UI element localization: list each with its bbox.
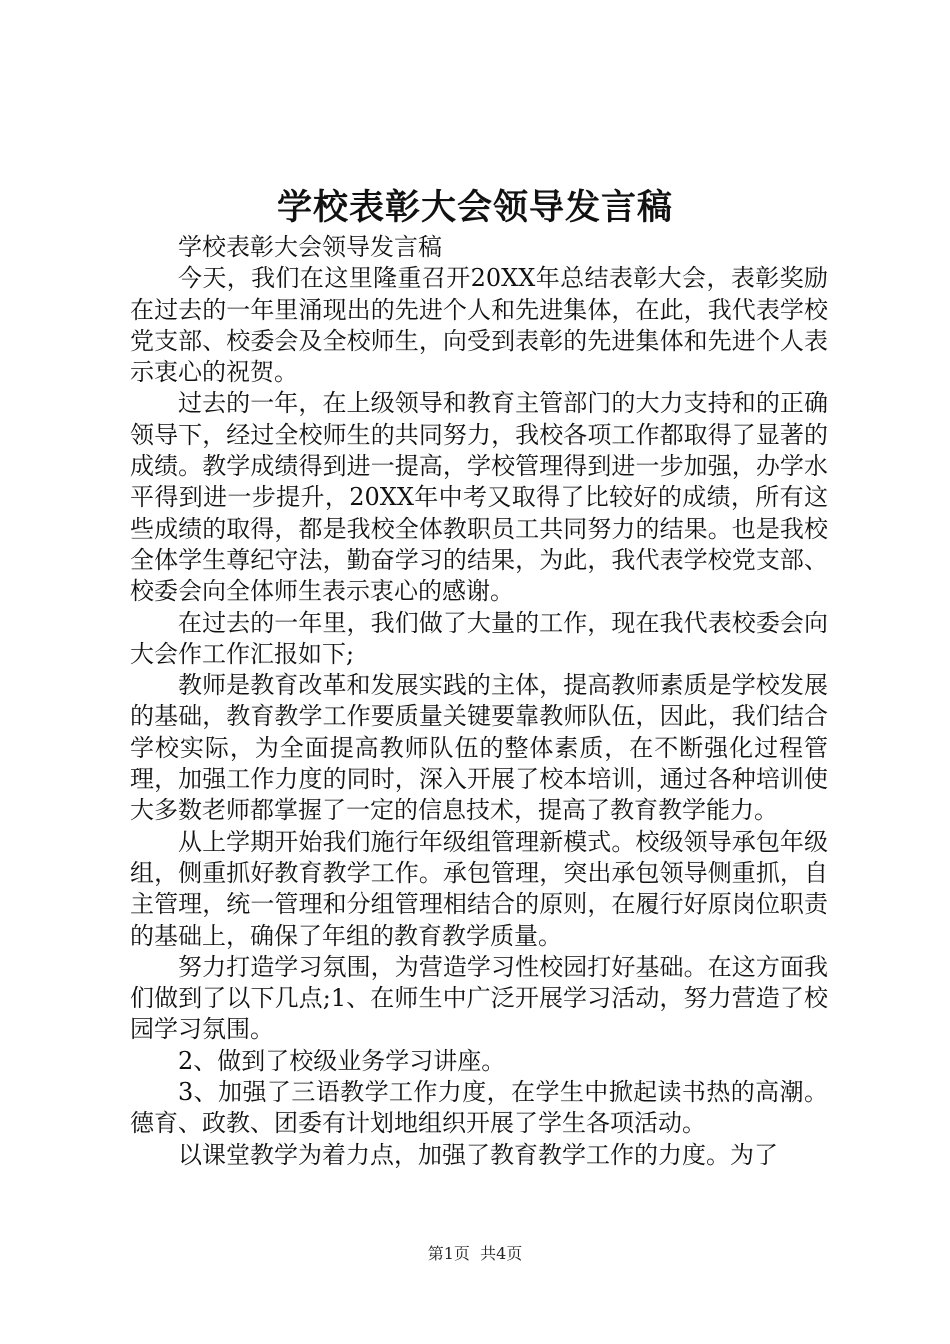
body-paragraph: 今天，我们在这里隆重召开20XX年总结表彰大会，表彰奖励在过去的一年里涌现出的先进个人和先进集体，在此，我代表学校党支部、校委会及全校师生，向受到表彰的先进集体和先进个人表示衷心的祝贺。 (130, 264, 828, 387)
body-paragraph: 从上学期开始我们施行年级组管理新模式。校级领导承包年级组，侧重抓好教育教学工作。承包管理，突出承包领导侧重抓，自主管理，统一管理和分组管理相结合的原则，在履行好原岗位职责的基础上，确保了年组的教育教学质量。 (130, 827, 828, 950)
page-total: 共4页 (480, 1244, 523, 1263)
body-paragraph: 以课堂教学为着力点，加强了教育教学工作的力度。为了 (178, 1140, 778, 1169)
body-paragraph: 教师是教育改革和发展实践的主体，提高教师素质是学校发展的基础，教育教学工作要质量关键要靠教师队伍，因此，我们结合学校实际，为全面提高教师队伍的整体素质，在不断强化过程管理，加强工作力度的同时，深入开展了校本培训，通过各种培训使大多数老师都掌握了一定的信息技术，提高了教育教学能力。 (130, 671, 828, 825)
document-body (130, 232, 828, 1171)
body-paragraph: 过去的一年，在上级领导和教育主管部门的大力支持和的正确领导下，经过全校师生的共同努力，我校各项工作都取得了显著的成绩。教学成绩得到进一提高，学校管理得到进一步加强，办学水平得到进一步提升，20XX年中考又取得了比较好的成绩，所有这些成绩的取得，都是我校全体教职员工共同努力的结果。也是我校全体学生尊纪守法，勤奋学习的结果，为此，我代表学校党支部、校委会向全体师生表示衷心的感谢。 (130, 389, 828, 606)
body-paragraph: 在过去的一年里，我们做了大量的工作，现在我代表校委会向大会作工作汇报如下; (130, 608, 828, 668)
page-number: 第1页 (427, 1244, 470, 1263)
body-paragraph: 3、加强了三语教学工作力度，在学生中掀起读书热的高潮。德育、政教、团委有计划地组织开展了学生各项活动。 (130, 1078, 828, 1138)
document-title: 学校表彰大会领导发言稿 (276, 187, 673, 228)
page-footer (0, 1242, 950, 1266)
footer-separator (470, 1244, 480, 1263)
body-paragraph: 学校表彰大会领导发言稿 (178, 233, 442, 261)
body-paragraph: 2、做到了校级业务学习讲座。 (178, 1046, 506, 1075)
body-paragraph: 努力打造学习氛围，为营造学习性校园打好基础。在这方面我们做到了以下几点;1、在师生中广泛开展学习活动，努力营造了校园学习氛围。 (130, 952, 828, 1044)
